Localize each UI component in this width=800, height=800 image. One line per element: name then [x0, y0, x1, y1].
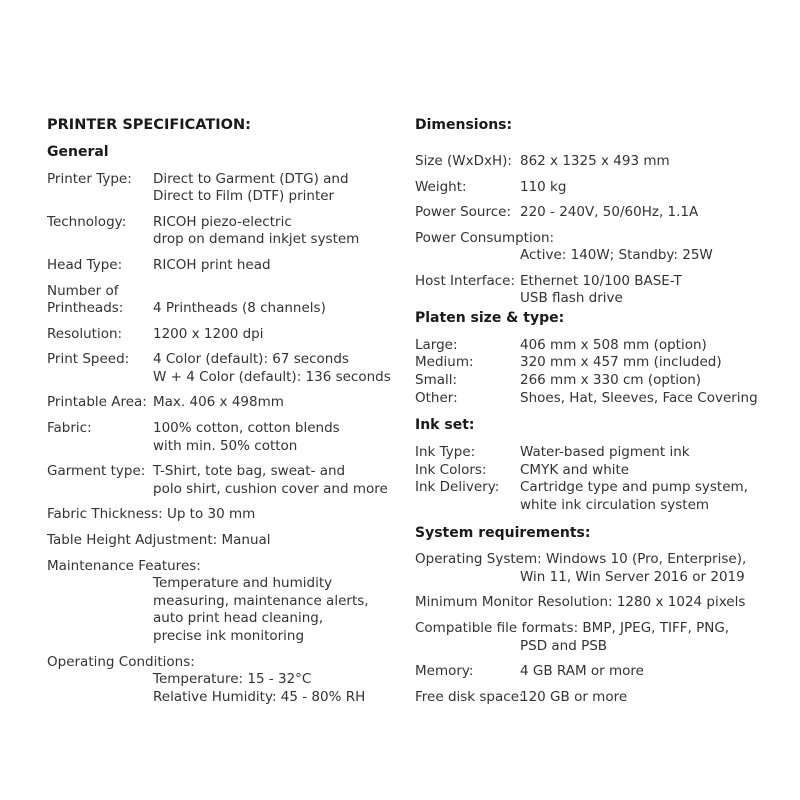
fabric-value: with min. 50% cotton — [153, 438, 298, 454]
host-interface-value: Ethernet 10/100 BASE-T — [520, 273, 682, 289]
disk-space-label: Free disk space: — [415, 689, 524, 705]
garment-type-value: polo shirt, cushion cover and more — [153, 481, 388, 497]
ink-colors-label: Ink Colors: — [415, 462, 487, 478]
ink-set-heading: Ink set: — [415, 417, 475, 433]
platen-medium-value: 320 mm x 457 mm (included) — [520, 354, 722, 370]
operating-conditions-value: Relative Humidity: 45 - 80% RH — [153, 689, 366, 705]
maintenance-label: Maintenance Features: — [47, 558, 201, 574]
printable-area-label: Printable Area: — [47, 394, 147, 410]
platen-small-label: Small: — [415, 372, 458, 388]
system-requirements-heading: System requirements: — [415, 525, 591, 541]
print-speed-value: W + 4 Color (default): 136 seconds — [153, 369, 391, 385]
print-speed-label: Print Speed: — [47, 351, 130, 367]
ink-delivery-label: Ink Delivery: — [415, 479, 500, 495]
printer-type-value: Direct to Film (DTF) printer — [153, 188, 335, 204]
memory-label: Memory: — [415, 663, 474, 679]
platen-other-value: Shoes, Hat, Sleeves, Face Covering — [520, 390, 758, 406]
weight-value: 110 kg — [520, 179, 567, 195]
operating-conditions-value: Temperature: 15 - 32°C — [153, 671, 312, 687]
ink-type-label: Ink Type: — [415, 444, 476, 460]
power-source-value: 220 - 240V, 50/60Hz, 1.1A — [520, 204, 699, 220]
power-source-label: Power Source: — [415, 204, 512, 220]
fabric-label: Fabric: — [47, 420, 92, 436]
fabric-value: 100% cotton, cotton blends — [153, 420, 340, 436]
dimensions-heading: Dimensions: — [415, 117, 513, 133]
garment-type-label: Garment type: — [47, 463, 146, 479]
weight-label: Weight: — [415, 179, 467, 195]
printer-type-label: Printer Type: — [47, 171, 132, 187]
printheads-label: Number of — [47, 283, 119, 299]
garment-type-value: T-Shirt, tote bag, sweat- and — [153, 463, 346, 479]
operating-system: Win 11, Win Server 2016 or 2019 — [520, 569, 745, 585]
ink-colors-value: CMYK and white — [520, 462, 630, 478]
ink-delivery-value: Cartridge type and pump system, — [520, 479, 748, 495]
ink-type-value: Water-based pigment ink — [520, 444, 690, 460]
table-height: Table Height Adjustment: Manual — [47, 532, 271, 548]
size-label: Size (WxDxH): — [415, 153, 512, 169]
ink-delivery-value: white ink circulation system — [520, 497, 710, 513]
memory-value: 4 GB RAM or more — [520, 663, 644, 679]
fabric-thickness: Fabric Thickness: Up to 30 mm — [47, 506, 256, 522]
power-consumption-value: Active: 140W; Standby: 25W — [520, 247, 713, 263]
maintenance-value: measuring, maintenance alerts, — [153, 593, 369, 609]
printer-type-value: Direct to Garment (DTG) and — [153, 171, 349, 187]
power-consumption-label: Power Consumption: — [415, 230, 555, 246]
host-interface-label: Host Interface: — [415, 273, 516, 289]
platen-other-label: Other: — [415, 390, 458, 406]
head-type-value: RICOH print head — [153, 257, 271, 273]
monitor-resolution: Minimum Monitor Resolution: 1280 x 1024 pixels — [415, 594, 746, 610]
host-interface-value: USB flash drive — [520, 290, 623, 306]
size-value: 862 x 1325 x 493 mm — [520, 153, 670, 169]
file-formats: PSD and PSB — [520, 638, 608, 654]
maintenance-value: Temperature and humidity — [153, 575, 333, 591]
technology-value: drop on demand inkjet system — [153, 231, 360, 247]
printheads-label: Printheads: — [47, 300, 124, 316]
technology-label: Technology: — [47, 214, 127, 230]
printable-area-value: Max. 406 x 498mm — [153, 394, 284, 410]
operating-system: Operating System: Windows 10 (Pro, Enterprise), — [415, 551, 747, 567]
head-type-label: Head Type: — [47, 257, 123, 273]
maintenance-value: auto print head cleaning, — [153, 610, 324, 626]
operating-conditions-label: Operating Conditions: — [47, 654, 195, 670]
general-heading: General — [47, 144, 109, 160]
file-formats: Compatible file formats: BMP, JPEG, TIFF, PNG, — [415, 620, 730, 636]
resolution-label: Resolution: — [47, 326, 123, 342]
technology-value: RICOH piezo-electric — [153, 214, 292, 230]
printheads-value: 4 Printheads (8 channels) — [153, 300, 326, 316]
platen-heading: Platen size & type: — [415, 310, 565, 326]
platen-large-value: 406 mm x 508 mm (option) — [520, 337, 707, 353]
platen-large-label: Large: — [415, 337, 458, 353]
print-speed-value: 4 Color (default): 67 seconds — [153, 351, 349, 367]
maintenance-value: precise ink monitoring — [153, 628, 305, 644]
page-title: PRINTER SPECIFICATION: — [47, 117, 251, 133]
disk-space-value: 120 GB or more — [520, 689, 628, 705]
resolution-value: 1200 x 1200 dpi — [153, 326, 264, 342]
platen-small-value: 266 mm x 330 cm (option) — [520, 372, 702, 388]
platen-medium-label: Medium: — [415, 354, 474, 370]
